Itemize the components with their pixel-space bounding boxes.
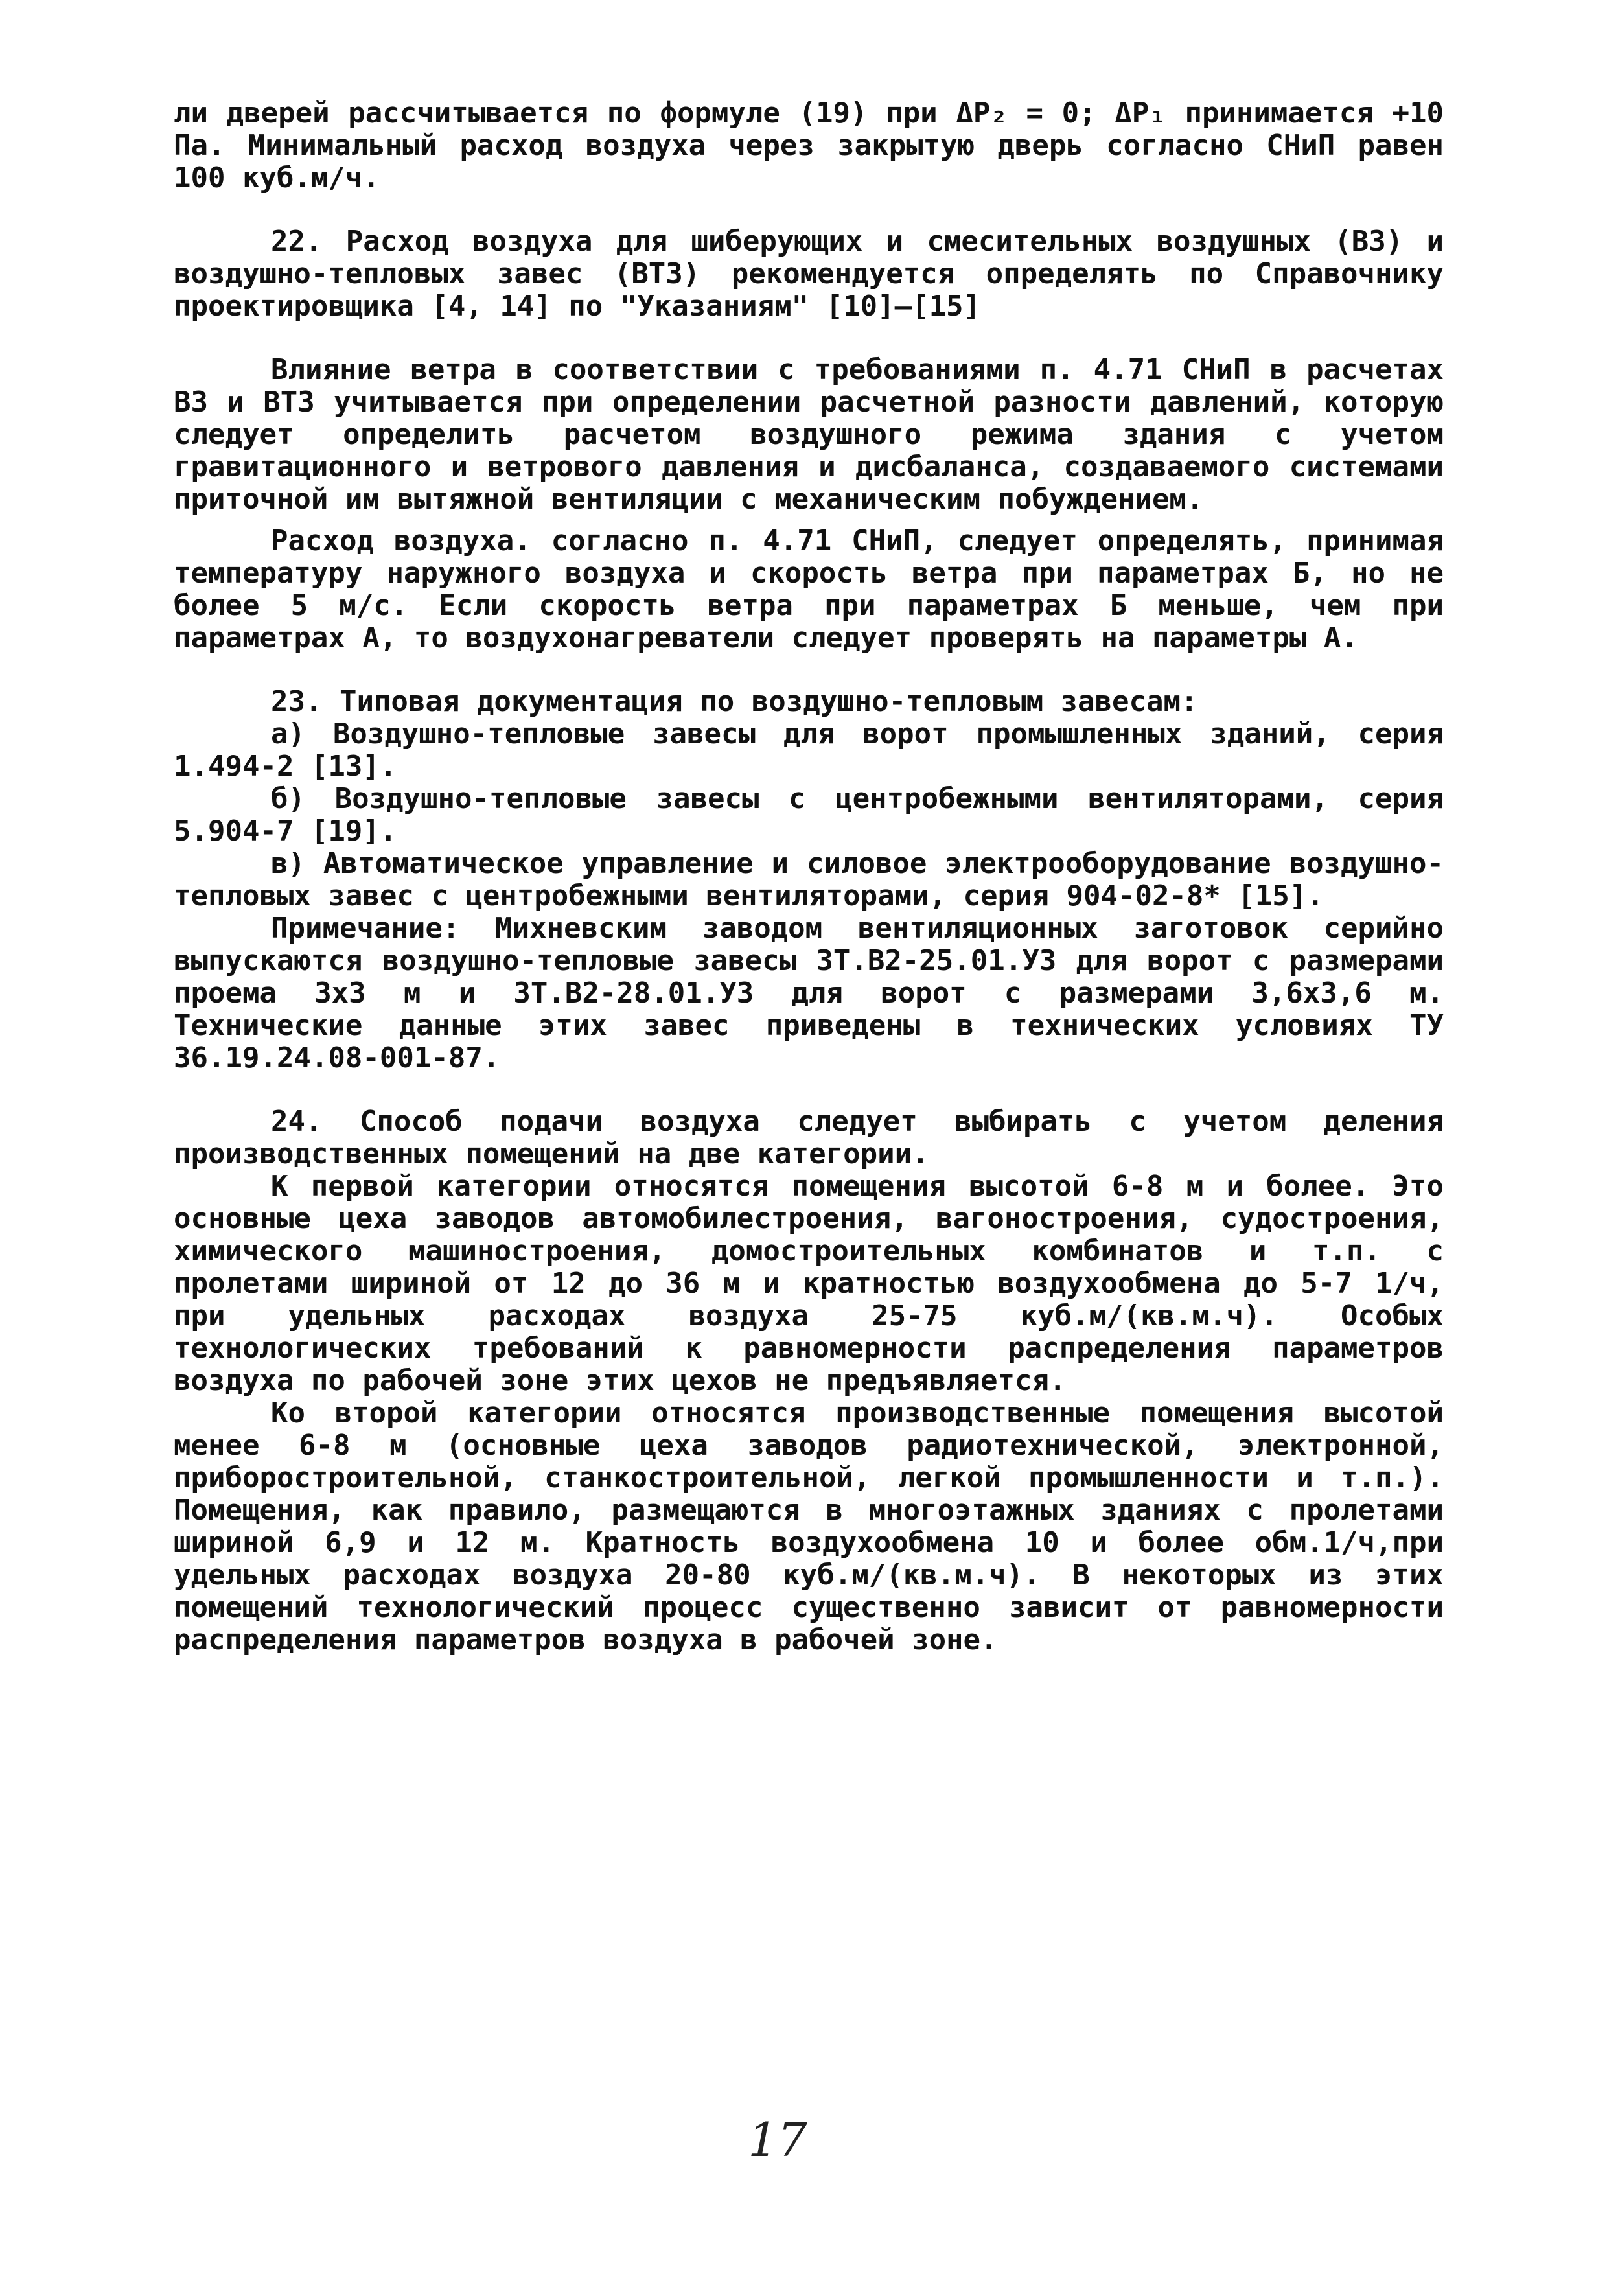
section-23-note: Примечание: Михневским заводом вентиляционных заготовок серийно выпускаются воздушно-тепловые завесы ЗТ.В2-25.01.УЗ для ворот с размерами проема 3х3 м и ЗТ.В2-28.01.УЗ для ворот с размерами 3,6х3,6 м. Технические данные этих завес приведены в технических условиях ТУ 36.19.24.08-001-87. [174, 912, 1444, 1074]
document-page [174, 97, 1444, 1656]
section-24-second-category: Ко второй категории относятся производственные помещения высотой менее 6-8 м (основные цеха заводов радиотехнической, электронной, приборостроительной, станкостроительной, легкой промышленности и т.п.). Помещения, как правило, размещаются в многоэтажных зданиях с пролетами шириной 6,9 и 12 м. Кратность воздухообмена 10 и более обм.1/ч,при удельных расходах воздуха 20-80 куб.м/(кв.м.ч). В некоторых из этих помещений технологический процесс существенно зависит от равномерности распределения параметров воздуха в рабочей зоне. [174, 1397, 1444, 1656]
section-22-wind-paragraph: Влияние ветра в соответствии с требованиями п. 4.71 СНиП в расчетах ВЗ и ВТЗ учитывается при определении расчетной разности давлений, которую следует определить расчетом воздушного режима здания с учетом гравитационного и ветрового давления и дисбаланса, создаваемого системами приточной им вытяжной вентиляции с механическим побуждением. [174, 353, 1444, 516]
section-22-heading-paragraph: 22. Расход воздуха для шиберующих и смесительных воздушных (ВЗ) и воздушно-тепловых завес (ВТЗ) рекомендуется определять по Справочнику проектировщика [4, 14] по "Указаниям" [10]–[15] [174, 225, 1444, 323]
section-23-item-a: а) Воздушно-тепловые завесы для ворот промышленных зданий, серия 1.494-2 [13]. [174, 717, 1444, 783]
section-24-first-category: К первой категории относятся помещения высотой 6-8 м и более. Это основные цеха заводов автомобилестроения, вагоностроения, судостроения, химического машиностроения, домостроительных комбинатов и т.п. с пролетами шириной от 12 до 36 м и кратностью воздухообмена до 5-7 1/ч, при удельных расходах воздуха 25-75 куб.м/(кв.м.ч). Особых технологических требований к равномерности распределения параметров воздуха по рабочей зоне этих цехов не предъявляется. [174, 1170, 1444, 1397]
paragraph-continuation: ли дверей рассчитывается по формуле (19) при ΔP₂ = 0; ΔP₁ принимается +10 Па. Минимальный расход воздуха через закрытую дверь согласно СНиП равен 100 куб.м/ч. [174, 97, 1444, 194]
section-23-heading-paragraph: 23. Типовая документация по воздушно-тепловым завесам: [271, 685, 1198, 718]
section-22-airflow-paragraph: Расход воздуха. согласно п. 4.71 СНиП, следует определять, принимая температуру наружного воздуха и скорость ветра при параметрах Б, но не более 5 м/с. Если скорость ветра при параметрах Б меньше, чем при параметрах А, то воздухонагреватели следует проверять на параметры А. [174, 524, 1444, 655]
section-23-item-b: б) Воздушно-тепловые завесы с центробежными вентиляторами, серия 5.904-7 [19]. [174, 782, 1444, 848]
section-24-heading-paragraph: 24. Способ подачи воздуха следует выбирать с учетом деления производственных помещений на две категории. [174, 1105, 1444, 1170]
page-number: 17 [748, 2113, 807, 2167]
section-23-item-c: в) Автоматическое управление и силовое электрооборудование воздушно-тепловых завес с центробежными вентиляторами, серия 904-02-8* [15]. [174, 847, 1444, 912]
